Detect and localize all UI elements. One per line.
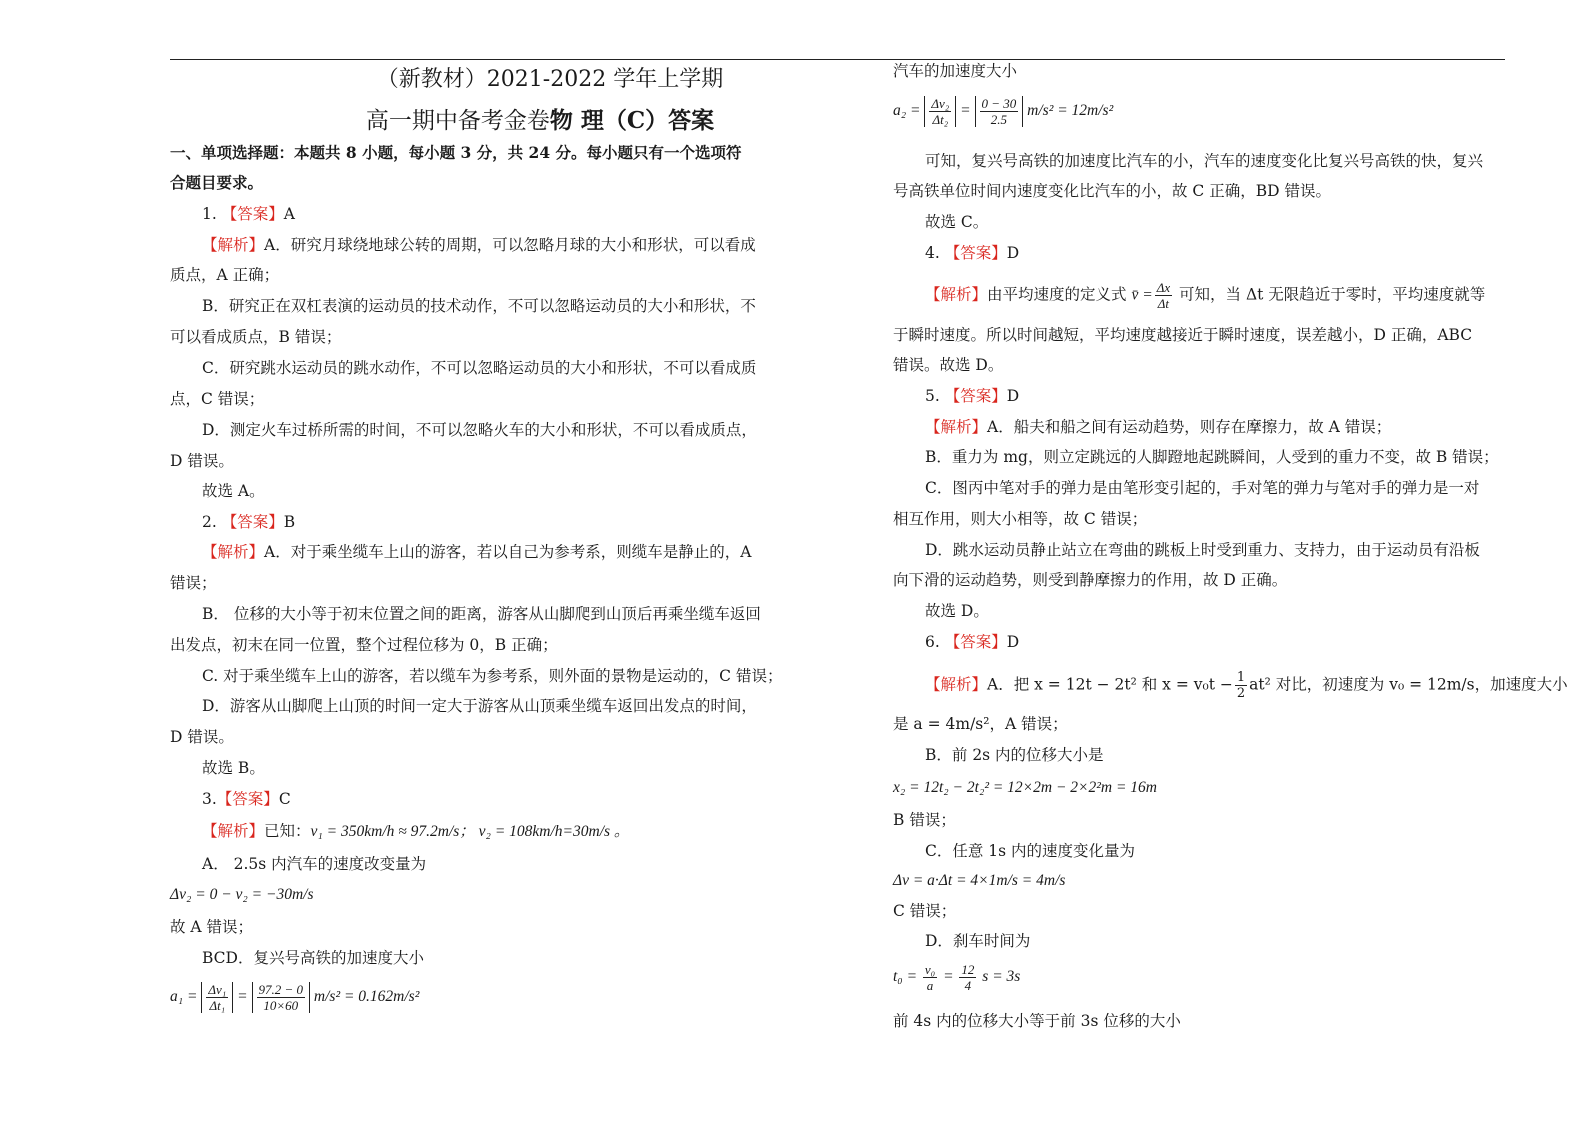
q2-analysis: 【解析】A．对于乘坐缆车上山的游客，若以自己为参考系，则缆车是静止的，A [202, 543, 752, 561]
q2-line: C. 对于乘坐缆车上山的游客，若以缆车为参考系，则外面的景物是运动的，C 错误； [202, 667, 783, 685]
q3-car-acc: 汽车的加速度大小 [893, 62, 1018, 80]
q4-analysis: 【解析】由平均速度的定义式 v̄ = $\frac{\Delta x}{\Delta t}$ 可知，当 Δt 无限趋近于零时，平均速度就等 [925, 280, 1486, 311]
q3-line: BCD．复兴号高铁的加速度大小 [202, 949, 424, 967]
analysis-tag: 【解析】 [925, 675, 988, 694]
q6-formula-t0: t₀ = $\frac{\text{v₀}}{a}$ = $\frac{12}{4}$ s = 3s [893, 962, 1021, 993]
q6-line: 是 a = 4m/s²，A 错误； [893, 715, 1068, 733]
q2-line: D 错误。 [170, 728, 234, 746]
analysis-tag: 【解析】 [925, 418, 988, 436]
q5-line: C．图丙中笔对手的弹力是由笔形变引起的，手对笔的弹力与笔对手的弹力是一对 [925, 479, 1480, 497]
q5-answer: 5. 【答案】D [925, 387, 1020, 405]
q5-line: B．重力为 mg，则立定跳远的人脚蹬地起跳瞬间，人受到的重力不变，故 B 错误； [925, 448, 1499, 466]
q3-choice: 故选 C。 [925, 213, 989, 231]
answer-tag: 【答案】 [944, 633, 1007, 651]
q2-choice: 故选 B。 [202, 759, 265, 777]
title-line-2: 高一期中备考金卷物 理（C）答案 [365, 107, 715, 134]
q6-analysis: 【解析】A．把 x = 12t − 2t² 和 x = v₀t − $\frac{1}{2}$ at² 对比，初速度为 v₀ = 12m/s，加速度大小 [925, 670, 1568, 701]
q3-answer: 3.【答案】C [202, 790, 291, 808]
analysis-tag: 【解析】 [202, 236, 265, 254]
q2-line: D．游客从山脚爬上山顶的时间一定大于游客从山顶乘坐缆车返回出发点的时间， [202, 697, 757, 715]
q1-line: 可以看成质点，B 错误； [170, 328, 342, 346]
q1-choice: 故选 A。 [202, 482, 265, 500]
q6-line: B 错误； [893, 811, 956, 829]
q3-formula-a2: a₂ = $\frac{\text{Δv₂}}{\text{Δt₂}}$ = $\frac{0 - 30}{2.5}$ m/s² = 12m/s² [893, 96, 1114, 127]
analysis-tag: 【解析】 [202, 543, 265, 561]
q1-line: D 错误。 [170, 452, 234, 470]
answer-tag: 【答案】 [221, 205, 284, 223]
answer-tag: 【答案】 [216, 790, 279, 808]
q3-line: 故 A 错误； [170, 918, 254, 936]
q2-answer: 2. 【答案】B [202, 513, 296, 531]
q1-answer: 1. 【答案】A [202, 205, 295, 223]
q2-line: B． 位移的大小等于初末位置之间的距离，游客从山脚爬到山顶后再乘坐缆车返回 [202, 605, 761, 623]
q6-line: C．任意 1s 内的速度变化量为 [925, 842, 1136, 860]
q5-line: 相互作用，则大小相等，故 C 错误； [893, 510, 1148, 528]
q6-formula-x2: x₂ = 12t₂ − 2t₂² = 12×2m − 2×2²m = 16m [893, 779, 1157, 796]
answer-tag: 【答案】 [944, 244, 1007, 262]
q6-answer: 6. 【答案】D [925, 633, 1020, 651]
q3-analysis: 【解析】已知：v₁ = 350km/h ≈ 97.2m/s； v₂ = 108km/h=30m/s 。 [202, 822, 630, 840]
q4-line: 于瞬时速度。所以时间越短，平均速度越接近于瞬时速度，误差越小，D 正确，ABC [893, 326, 1473, 344]
q2-line: 错误； [170, 574, 217, 592]
analysis-tag: 【解析】 [925, 285, 988, 304]
q5-line: D．跳水运动员静止站立在弯曲的跳板上时受到重力、支持力，由于运动员有沿板 [925, 541, 1480, 559]
q5-line: 向下滑的运动趋势，则受到静摩擦力的作用，故 D 正确。 [893, 571, 1288, 589]
q5-choice: 故选 D。 [925, 602, 989, 620]
section-heading-line-2: 合题目要求。 [170, 173, 264, 192]
analysis-tag: 【解析】 [202, 822, 265, 840]
title-line-1: （新教材）2021-2022 学年上学期 [376, 67, 724, 92]
q3-line: 可知，复兴号高铁的加速度比汽车的小，汽车的速度变化比复兴号高铁的快，复兴 [925, 152, 1484, 170]
q3-line: 号高铁单位时间内速度变化比汽车的小，故 C 正确，BD 错误。 [893, 182, 1331, 200]
q1-line: C．研究跳水运动员的跳水动作，不可以忽略运动员的大小和形状，不可以看成质 [202, 359, 757, 377]
header-rule [170, 59, 1505, 60]
q6-line: D．刹车时间为 [925, 932, 1031, 950]
q3-formula-dv: Δv₂ = 0 − v₂ = −30m/s [170, 886, 314, 903]
q3-line: A． 2.5s 内汽车的速度改变量为 [202, 855, 427, 873]
q3-formula-a1: a₁ = $\frac{\text{Δv₁}}{\text{Δt₁}}$ = $\frac{97.2 - 0}{10\times 60}$ m/s² = 0.162m/s² [170, 982, 420, 1013]
q1-line: D．测定火车过桥所需的时间，不可以忽略火车的大小和形状，不可以看成质点， [202, 421, 757, 439]
q6-line: 前 4s 内的位移大小等于前 3s 位移的大小 [893, 1012, 1181, 1030]
q5-analysis: 【解析】A．船夫和船之间有运动趋势，则存在摩擦力，故 A 错误； [925, 418, 1392, 436]
section-heading-line-1: 一、单项选择题：本题共 8 小题，每小题 3 分，共 24 分。每小题只有一个选项符 [170, 143, 742, 162]
answer-tag: 【答案】 [944, 387, 1007, 405]
q1-line: 质点，A 正确； [170, 266, 280, 284]
q6-formula-dv: Δv = a·Δt = 4×1m/s = 4m/s [893, 872, 1066, 889]
q1-line: 点，C 错误； [170, 390, 265, 408]
q4-answer: 4. 【答案】D [925, 244, 1020, 262]
answer-tag: 【答案】 [221, 513, 284, 531]
q1-analysis: 【解析】A．研究月球绕地球公转的周期，可以忽略月球的大小和形状，可以看成 [202, 236, 756, 254]
q6-line: C 错误； [893, 902, 957, 920]
q1-line: B．研究正在双杠表演的运动员的技术动作，不可以忽略运动员的大小和形状，不 [202, 297, 756, 315]
q2-line: 出发点，初末在同一位置，整个过程位移为 0，B 正确； [170, 636, 558, 654]
q4-line: 错误。故选 D。 [893, 356, 1004, 374]
q6-line: B．前 2s 内的位移大小是 [925, 746, 1104, 764]
